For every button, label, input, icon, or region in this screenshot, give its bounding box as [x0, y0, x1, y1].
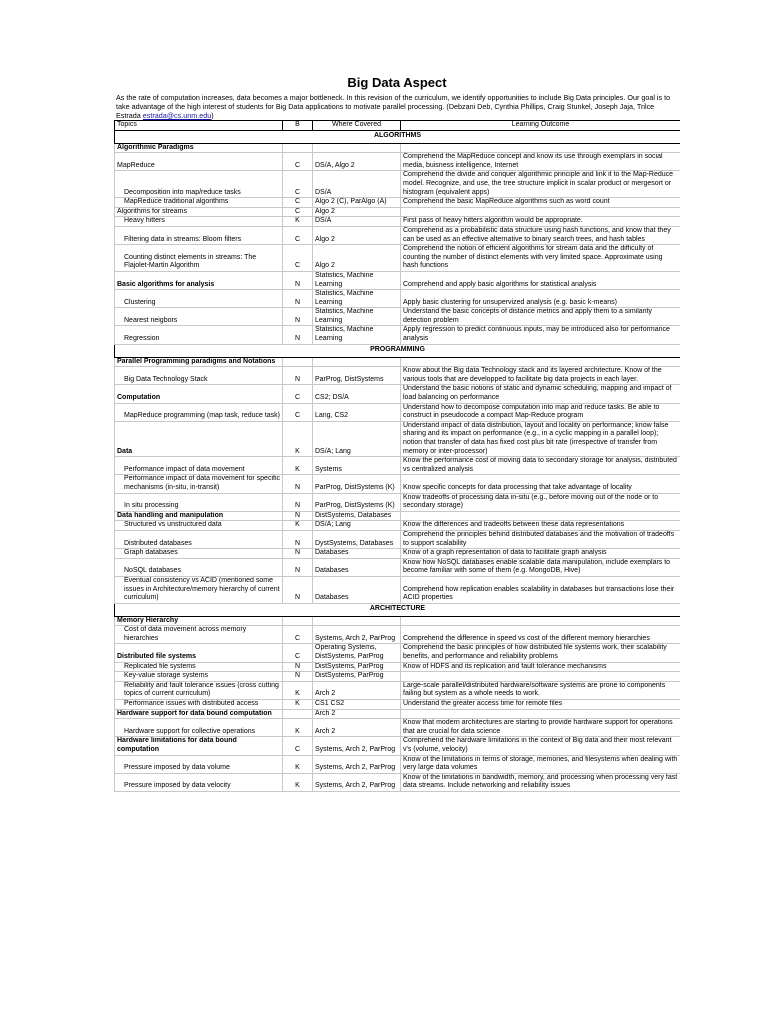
- header-row: [115, 121, 681, 131]
- b-cell: N: [283, 511, 313, 521]
- header-topics: Topics: [115, 121, 283, 131]
- b-cell: [283, 357, 313, 367]
- table-row: [115, 308, 681, 326]
- where-covered-cell: Statistics, Machine Learning: [313, 271, 401, 289]
- where-covered-cell: DS/A: [313, 171, 401, 198]
- b-cell: C: [283, 644, 313, 662]
- where-covered-cell: DistSystems, ParProg: [313, 672, 401, 682]
- learning-outcome-cell: Comprehend the basic principles of how distributed file systems work, their scalability benefits, and performance and reliability problems: [401, 644, 681, 662]
- table-row: [115, 153, 681, 171]
- table-row: [115, 616, 681, 626]
- where-covered-cell: [313, 616, 401, 626]
- topic-cell: Graph databases: [115, 549, 283, 559]
- b-cell: N: [283, 672, 313, 682]
- document-title: Big Data Aspect: [347, 75, 447, 90]
- b-cell: N: [283, 367, 313, 385]
- table-row: [115, 672, 681, 682]
- learning-outcome-cell: First pass of heavy hitters algorithm would be appropriate.: [401, 217, 681, 227]
- topic-cell: Distributed file systems: [115, 644, 283, 662]
- topic-cell: Pressure imposed by data volume: [115, 755, 283, 773]
- learning-outcome-cell: Comprehend the difference in speed vs cost of the different memory hierarchies: [401, 626, 681, 644]
- topic-cell: Data handling and manipulation: [115, 511, 283, 521]
- table-row: [115, 773, 681, 791]
- topic-cell: Big Data Technology Stack: [115, 367, 283, 385]
- table-row: [115, 385, 681, 403]
- learning-outcome-cell: Apply basic clustering for unsupervized analysis (e.g. basic k-means): [401, 290, 681, 308]
- curriculum-table: [114, 120, 680, 792]
- table-row: [115, 326, 681, 344]
- where-covered-cell: DS/A, Algo 2: [313, 153, 401, 171]
- table-row: [115, 475, 681, 493]
- learning-outcome-cell: Comprehend the principles behind distributed databases and the motivation of tradeoffs to support scalability: [401, 530, 681, 548]
- learning-outcome-cell: Know the differences and tradeoffs between these data representations: [401, 521, 681, 531]
- email-link[interactable]: estrada@cs.unm.edu: [142, 111, 212, 120]
- table-row: [115, 271, 681, 289]
- learning-outcome-cell: Understand the basic notions of static and dynamic scheduling, mapping and impact of load balancing on performance: [401, 385, 681, 403]
- topic-cell: Cost of data movement across memory hierarchies: [115, 626, 283, 644]
- where-covered-cell: DS/A; Lang: [313, 421, 401, 456]
- section-title: ARCHITECTURE: [115, 603, 681, 616]
- where-covered-cell: Databases: [313, 549, 401, 559]
- header-where: Where Covered: [313, 121, 401, 131]
- b-cell: N: [283, 308, 313, 326]
- where-covered-cell: Arch 2: [313, 709, 401, 719]
- where-covered-cell: Databases: [313, 576, 401, 603]
- b-cell: K: [283, 457, 313, 475]
- where-covered-cell: Systems, Arch 2, ParProg: [313, 626, 401, 644]
- where-covered-cell: ParProg, DistSystems: [313, 367, 401, 385]
- table-body: [115, 130, 681, 791]
- document-page: [114, 70, 680, 932]
- table-row: [115, 681, 681, 699]
- intro-tail: ): [211, 111, 214, 120]
- section-title: PROGRAMMING: [115, 344, 681, 357]
- table-row: [115, 226, 681, 244]
- table-row: [115, 171, 681, 198]
- table-row: [115, 576, 681, 603]
- table-row: [115, 737, 681, 755]
- learning-outcome-cell: Understand the basic concepts of distance metrics and apply them to a similarity detection problem: [401, 308, 681, 326]
- where-covered-cell: [313, 357, 401, 367]
- where-covered-cell: Lang, CS2: [313, 403, 401, 421]
- learning-outcome-cell: [401, 616, 681, 626]
- learning-outcome-cell: Know tradeoffs of processing data in-situ (e.g., before moving out of the node or to secondary storage): [401, 493, 681, 511]
- b-cell: K: [283, 700, 313, 710]
- topic-cell: Counting distinct elements in streams: The Flajolet-Martin Algorithm: [115, 245, 283, 272]
- section-row: [115, 130, 681, 143]
- b-cell: K: [283, 521, 313, 531]
- b-cell: N: [283, 530, 313, 548]
- topic-cell: Replicated file systems: [115, 662, 283, 672]
- b-cell: C: [283, 198, 313, 208]
- where-covered-cell: DS/A: [313, 217, 401, 227]
- b-cell: N: [283, 549, 313, 559]
- where-covered-cell: Statistics, Machine Learning: [313, 326, 401, 344]
- b-cell: C: [283, 207, 313, 217]
- where-covered-cell: Databases: [313, 558, 401, 576]
- learning-outcome-cell: Comprehend the notion of efficient algorithms for stream data and the difficulty of counting the number of distinct elements with very limited space. Approximate using hash functions: [401, 245, 681, 272]
- topic-cell: Hardware support for data bound computation: [115, 709, 283, 719]
- topic-cell: Pressure imposed by data velocity: [115, 773, 283, 791]
- b-cell: N: [283, 662, 313, 672]
- learning-outcome-cell: Comprehend as a probabilistic data structure using hash functions, and know that they can be used as an effective alternative to binary search trees, and hash tables: [401, 226, 681, 244]
- b-cell: N: [283, 290, 313, 308]
- b-cell: N: [283, 326, 313, 344]
- table-row: [115, 700, 681, 710]
- learning-outcome-cell: Know how NoSQL databases enable scalable data manipulation, include exemplars to become familiar with some of them (e.g. MongoDB, Hive): [401, 558, 681, 576]
- learning-outcome-cell: [401, 143, 681, 153]
- topic-cell: Algorithmic Paradigms: [115, 143, 283, 153]
- learning-outcome-cell: [401, 207, 681, 217]
- where-covered-cell: Systems: [313, 457, 401, 475]
- table-row: [115, 644, 681, 662]
- where-covered-cell: Operating Systems, DistSystems, ParProg: [313, 644, 401, 662]
- learning-outcome-cell: [401, 357, 681, 367]
- section-row: [115, 603, 681, 616]
- learning-outcome-cell: Understand impact of data distribution, layout and locality on performance; know false sharing and its impact on performance (e.g., in a cyclic mapping in a parallel loop); notion that transfer of data has fixed cost plus bit rate (irrespective of transfer from memory or inter-processor): [401, 421, 681, 456]
- where-covered-cell: Statistics, Machine Learning: [313, 308, 401, 326]
- intro-paragraph: [116, 93, 678, 120]
- where-covered-cell: [313, 143, 401, 153]
- learning-outcome-cell: Understand how to decompose computation into map and reduce tasks. Be able to construct in pseudocode a compact Map-Reduce program: [401, 403, 681, 421]
- b-cell: [283, 616, 313, 626]
- b-cell: K: [283, 719, 313, 737]
- learning-outcome-cell: Know the performance cost of moving data to secondary storage for analysis, distributed vs centralized analysis: [401, 457, 681, 475]
- table-row: [115, 143, 681, 153]
- topic-cell: Clustering: [115, 290, 283, 308]
- table-row: [115, 421, 681, 456]
- topic-cell: Filtering data in streams: Bloom filters: [115, 226, 283, 244]
- header-b: B: [283, 121, 313, 131]
- topic-cell: MapReduce traditional algorithms: [115, 198, 283, 208]
- topic-cell: Memory Hierarchy: [115, 616, 283, 626]
- topic-cell: Eventual consistency vs ACID (mentioned some issues in Architecture/memory hierarchy of current curriculum): [115, 576, 283, 603]
- where-covered-cell: ParProg, DistSystems (K): [313, 493, 401, 511]
- learning-outcome-cell: Know of the limitations in terms of storage, memories, and filesystems when dealing with very large data volumes: [401, 755, 681, 773]
- where-covered-cell: Algo 2: [313, 245, 401, 272]
- b-cell: K: [283, 217, 313, 227]
- where-covered-cell: DistSystems, Databases: [313, 511, 401, 521]
- learning-outcome-cell: Know of HDFS and its replication and fault tolerance mechanisms: [401, 662, 681, 672]
- table-row: [115, 207, 681, 217]
- header-outcome: Learning Outcome: [401, 121, 681, 131]
- table-row: [115, 662, 681, 672]
- b-cell: K: [283, 755, 313, 773]
- table-row: [115, 719, 681, 737]
- learning-outcome-cell: Know of a graph representation of data to facilitate graph analysis: [401, 549, 681, 559]
- b-cell: N: [283, 576, 313, 603]
- topic-cell: Decomposition into map/reduce tasks: [115, 171, 283, 198]
- table-row: [115, 558, 681, 576]
- topic-cell: Reliability and fault tolerance issues (cross cutting topics of current curriculum): [115, 681, 283, 699]
- where-covered-cell: Systems, Arch 2, ParProg: [313, 773, 401, 791]
- table-row: [115, 709, 681, 719]
- table-row: [115, 290, 681, 308]
- table-row: [115, 457, 681, 475]
- table-row: [115, 367, 681, 385]
- table-row: [115, 521, 681, 531]
- learning-outcome-cell: Know specific concepts for data processing that take advantage of locality: [401, 475, 681, 493]
- learning-outcome-cell: Know about the Big data Technology stack and its layered architecture. Know of the various tools that are developped to facilitate big data projects in each layer.: [401, 367, 681, 385]
- b-cell: C: [283, 626, 313, 644]
- topic-cell: Parallel Programming paradigms and Notations: [115, 357, 283, 367]
- topic-cell: Algorithms for streams: [115, 207, 283, 217]
- learning-outcome-cell: Comprehend the MapReduce concept and know its use through exemplars in social media, buisness intelligence, Internet: [401, 153, 681, 171]
- table-row: [115, 755, 681, 773]
- intro-text: As the rate of computation increases, data becomes a major bottleneck. In this revision of the curriculum, we identify opportunities to include Big Data principles. Our goal is to take advantage of the high interest of students for Big Data applications to motivate parallel processing. (Debzani Deb, Cynthia Phillips, Craig Stunkel, Joseph Jaja, Trilce Estrada: [116, 93, 671, 120]
- topic-cell: Structured vs unstructured data: [115, 521, 283, 531]
- b-cell: C: [283, 385, 313, 403]
- where-covered-cell: Algo 2: [313, 207, 401, 217]
- topic-cell: MapReduce programming (map task, reduce task): [115, 403, 283, 421]
- topic-cell: NoSQL databases: [115, 558, 283, 576]
- b-cell: [283, 709, 313, 719]
- b-cell: N: [283, 475, 313, 493]
- table-row: [115, 626, 681, 644]
- learning-outcome-cell: Comprehend the divide and conquer algorithmic principle and link it to the Map-Reduce model. Recognize, and use, the tree structure implicit in scalar product or mergesort or histogram (equivalent apps): [401, 171, 681, 198]
- where-covered-cell: CS2; DS/A: [313, 385, 401, 403]
- topic-cell: Basic algorithms for analysis: [115, 271, 283, 289]
- learning-outcome-cell: [401, 672, 681, 682]
- where-covered-cell: Statistics, Machine Learning: [313, 290, 401, 308]
- where-covered-cell: Arch 2: [313, 681, 401, 699]
- topic-cell: Data: [115, 421, 283, 456]
- b-cell: [283, 143, 313, 153]
- where-covered-cell: DystSystems, Databases: [313, 530, 401, 548]
- table-row: [115, 403, 681, 421]
- topic-cell: Performance issues with distributed access: [115, 700, 283, 710]
- where-covered-cell: ParProg, DistSystems (K): [313, 475, 401, 493]
- topic-cell: Performance impact of data movement for specific mechanisms (in-situ, in-transit): [115, 475, 283, 493]
- section-row: [115, 344, 681, 357]
- b-cell: C: [283, 226, 313, 244]
- learning-outcome-cell: Understand the greater access time for remote files: [401, 700, 681, 710]
- where-covered-cell: Algo 2 (C), ParAlgo (A): [313, 198, 401, 208]
- b-cell: K: [283, 681, 313, 699]
- topic-cell: Hardware support for collective operations: [115, 719, 283, 737]
- table-row: [115, 493, 681, 511]
- b-cell: K: [283, 421, 313, 456]
- where-covered-cell: DS/A; Lang: [313, 521, 401, 531]
- topic-cell: MapReduce: [115, 153, 283, 171]
- learning-outcome-cell: Apply regression to predict continuous inputs, may be introduced also for performance analysis: [401, 326, 681, 344]
- learning-outcome-cell: [401, 511, 681, 521]
- learning-outcome-cell: Comprehend the basic MapReduce algorithms such as word count: [401, 198, 681, 208]
- where-covered-cell: CS1 CS2: [313, 700, 401, 710]
- section-title: ALGORITHMS: [115, 130, 681, 143]
- table-row: [115, 549, 681, 559]
- table-row: [115, 217, 681, 227]
- where-covered-cell: Systems, Arch 2, ParProg: [313, 737, 401, 755]
- learning-outcome-cell: Comprehend how replication enables scalability in databases but transactions lose their ACID properties: [401, 576, 681, 603]
- learning-outcome-cell: Comprehend and apply basic algorithms for statistical analysis: [401, 271, 681, 289]
- b-cell: C: [283, 153, 313, 171]
- table-row: [115, 245, 681, 272]
- topic-cell: Heavy hitters: [115, 217, 283, 227]
- where-covered-cell: Systems, Arch 2, ParProg: [313, 755, 401, 773]
- b-cell: C: [283, 403, 313, 421]
- where-covered-cell: Algo 2: [313, 226, 401, 244]
- topic-cell: Computation: [115, 385, 283, 403]
- b-cell: C: [283, 737, 313, 755]
- where-covered-cell: Arch 2: [313, 719, 401, 737]
- table-row: [115, 511, 681, 521]
- topic-cell: Nearest neigbors: [115, 308, 283, 326]
- topic-cell: Performance impact of data movement: [115, 457, 283, 475]
- b-cell: C: [283, 245, 313, 272]
- table-row: [115, 198, 681, 208]
- b-cell: N: [283, 558, 313, 576]
- table-row: [115, 357, 681, 367]
- topic-cell: In situ processing: [115, 493, 283, 511]
- topic-cell: Hardware limitations for data bound computation: [115, 737, 283, 755]
- b-cell: K: [283, 773, 313, 791]
- learning-outcome-cell: Large-scale parallel/distributed hardware/software systems are prone to components failing but system as a whole needs to work.: [401, 681, 681, 699]
- topic-cell: Distributed databases: [115, 530, 283, 548]
- learning-outcome-cell: [401, 709, 681, 719]
- table-row: [115, 530, 681, 548]
- topic-cell: Key-value storage systems: [115, 672, 283, 682]
- learning-outcome-cell: Comprehend the hardware limitations in the context of Big data and their most relevant v's (volume, velocity): [401, 737, 681, 755]
- where-covered-cell: DistSystems, ParProg: [313, 662, 401, 672]
- b-cell: N: [283, 271, 313, 289]
- learning-outcome-cell: Know that modern architectures are starting to provide hardware support for operations that are crucial for data science: [401, 719, 681, 737]
- b-cell: C: [283, 171, 313, 198]
- learning-outcome-cell: Know of the limitations in bandwidth, memory, and processing when processing very fast data streams. Include networking and reliability issues: [401, 773, 681, 791]
- b-cell: N: [283, 493, 313, 511]
- topic-cell: Regression: [115, 326, 283, 344]
